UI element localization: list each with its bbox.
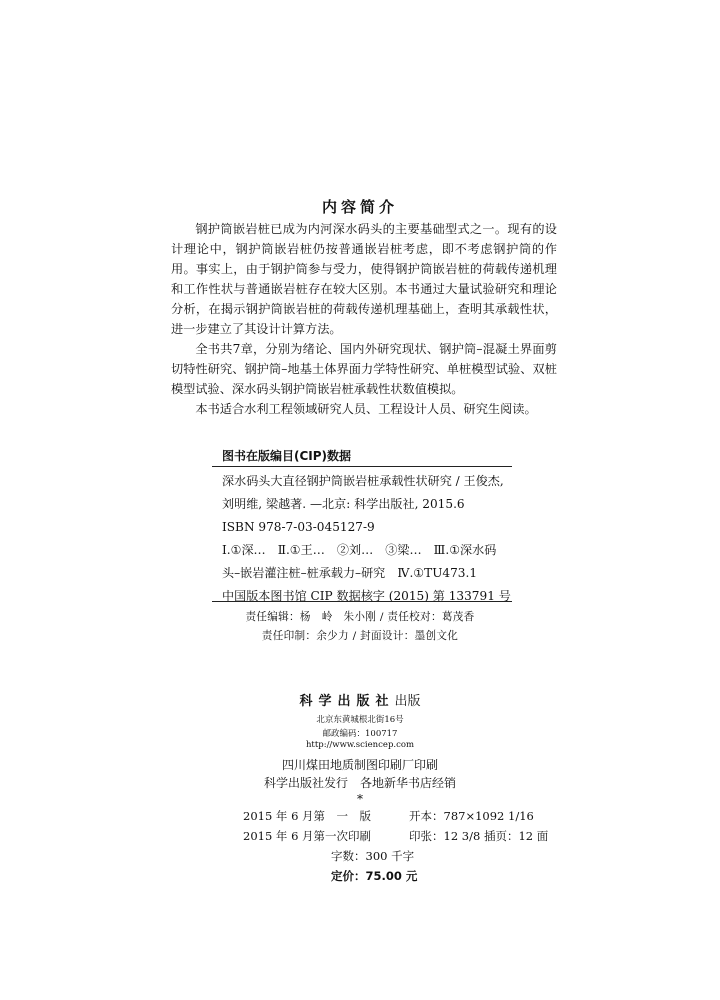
cip-line: Ⅰ.①深… Ⅱ.①王… ②刘… ③梁… Ⅲ.①深水码: [222, 543, 497, 557]
publisher-suffix: 出版: [394, 694, 421, 709]
format: 开本：787×1092 1/16: [409, 809, 534, 823]
cip-line: 中国版本图书馆 CIP 数据核字 (2015) 第 133791 号: [222, 589, 511, 603]
cip-bottom-rule: [212, 601, 512, 602]
separator-star: *: [357, 792, 363, 806]
sheets: 印张：12 3/8 插页：12 面: [409, 829, 549, 843]
cip-line: ISBN 978-7-03-045127-9: [222, 520, 375, 534]
credits-editors: 责任编辑：杨 岭 朱小刚 / 责任校对：葛茂香: [245, 611, 475, 623]
cip-line: 头–嵌岩灌注桩–桩承载力–研究 Ⅳ.①TU473.1: [222, 566, 478, 580]
distribution: 科学出版社发行 各地新华书店经销: [263, 776, 456, 790]
edition: 2015 年 6 月第 一 版: [243, 809, 372, 823]
printing: 2015 年 6 月第一次印刷: [243, 829, 372, 843]
price: 定价：75.00 元: [331, 869, 418, 883]
printer: 四川煤田地质制图印刷厂印刷: [281, 758, 438, 772]
publisher-name: [0, 690, 720, 709]
intro-paragraph: 本书适合水利工程领域研究人员、工程设计人员、研究生阅读。: [195, 402, 537, 416]
cip-line: 深水码头大直径钢护筒嵌岩桩承载性状研究 / 王俊杰,: [222, 474, 504, 488]
publisher-postcode: 邮政编码：100717: [322, 729, 398, 739]
cip-top-rule: [212, 466, 512, 467]
publisher-logo-text: 科学出版社: [299, 694, 395, 709]
publisher-website: http://www.sciencep.com: [305, 740, 415, 750]
intro-paragraph: 全书共7章，分别为绪论、国内外研究现状、钢护筒–混凝土界面剪切特性研究、钢护筒–地基土体界面力学特性研究、单桩模型试验、双桩模型试验、深水码头钢护筒嵌岩桩承载性状数值模拟。: [171, 342, 557, 396]
cip-title: 图书在版编目(CIP)数据: [222, 449, 352, 463]
intro-title: 内容简介: [321, 198, 398, 216]
publisher-address: 北京东黄城根北街16号: [316, 715, 404, 725]
word-count: 字数：300 千字: [331, 849, 415, 863]
cip-line: 刘明维, 梁越著. —北京: 科学出版社, 2015.6: [222, 497, 465, 511]
cip-block: [222, 470, 512, 608]
intro-paragraph: 钢护筒嵌岩桩已成为内河深水码头的主要基础型式之一。现有的设计理论中，钢护筒嵌岩桩仍按普通嵌岩桩考虑，即不考虑钢护筒的作用。事实上，由于钢护筒参与受力，使得钢护筒嵌岩桩的荷载传递机理和工作性状与普通嵌岩桩存在较大区别。本书通过大量试验研究和理论分析，在揭示钢护筒嵌岩桩的荷载传递机理基础上，查明其承载性状，进一步建立了其设计计算方法。: [171, 222, 557, 336]
credits-production: 责任印制：余少力 / 封面设计：墨创文化: [261, 630, 459, 642]
intro-text: [171, 219, 557, 419]
